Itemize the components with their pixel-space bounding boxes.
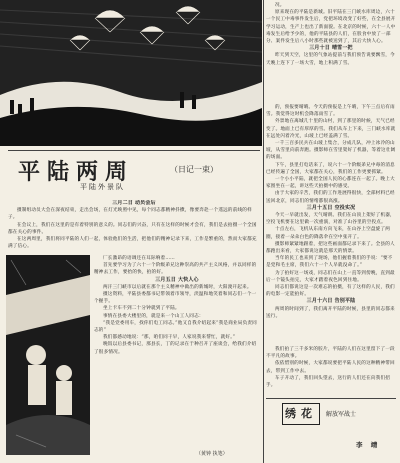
paragraph: 为了拍好这一场戏，同志们在山上一直等到傍晚，直到最后一个镜头拍完，大家才踏着夜色回到住地。 [266, 270, 395, 283]
paragraph: 况。 [275, 3, 285, 8]
paragraph: 我们拍了三千多米的胶片，平陆的人们在这里留下了一段不平凡的故事。 [266, 347, 395, 360]
poem-subtitle: 解放军战士 [326, 411, 357, 418]
paragraph: 同志们都说这是一次难忘的拍摄，有了这样的人民，我们的电影一定能拍好。 [266, 285, 395, 298]
right-column-bottom [266, 346, 396, 396]
section-heading: 三月十六日 告别平陆 [306, 298, 356, 305]
parachute-drop-illustration [0, 0, 262, 146]
paragraph: 一个小小平陆，就把全国人民的心都连在一起了。晚上大家围坐在一起，讲这些天拍摄中的感受。 [266, 177, 395, 190]
poem-seal-title: 绣花 [282, 403, 320, 425]
paragraph: 由于大家的辛苦，我们的工作进展得很快，全部材料已经送回北京，同志们的情绪都很高涨。 [266, 191, 395, 204]
article-credit: （黄钟 执笔） [196, 451, 228, 457]
paragraph: 在这两周里，我们将同平陆的人们一起，体验他们的生活，把他们的精神记录下来，工作是繁重的，然而大家都充满了信心。 [8, 237, 257, 250]
paragraph: 昨天到天空，这里的气象站提前与我们预告说要飘雪，今天晚上连下了一场大雪，地上积满了雪。 [266, 53, 395, 66]
market-scene-illustration [6, 255, 90, 455]
paragraph: 摄影师紧紧地跟着，把这些画面都记录下来了。全县的人都跑出来看，大家都说这就是那天的情景。 [266, 241, 395, 255]
paragraph: 两汗三门峡市以后就在那个主义精神中做出的新城时，大阳渡开起来。 [103, 284, 252, 290]
paragraph: 晚饭以后县委书记，那县长，丁的记录在于种召开了座谈会，给我们介绍了很多情况。 [94, 342, 257, 355]
section-heading: 三月二日 动员会后 [112, 200, 156, 206]
title-divider [8, 150, 260, 151]
paragraph: 首先要学习为了六十一个阶级弟兄这种崇高的共产主义风格，并以同样的精神去工作，要抬的快，拍的好。 [94, 263, 257, 276]
section-heading: 三月十五日 空投实况 [306, 204, 356, 211]
paragraph: 依依惜别的时候，大家都说要把平陆人民的这种精神带回去，带到工作中去。 [266, 361, 395, 374]
left-column-top [8, 200, 260, 254]
paragraph: 我们都感动地说：“那，咱们同干早，人家说我来帮忙，就好。” [103, 335, 236, 341]
article-byline: 平陆外景队 [80, 183, 125, 191]
poem-divider [266, 398, 396, 399]
paragraph: 两周的时间到了，我们离开平陆的时候，县里的同志都来送行。 [266, 306, 395, 319]
paragraph: 当年的民工也来到了现场，他们握着我们的手说：“要不是党和毛主席，我们六十一个人早就没命了。” [266, 256, 393, 269]
paragraph: 今天一早就出发，天气晴朗。我们在山顶上架好了机器，空投飞机要在这里做一次重演，对准了山谷里的空投点。 [266, 213, 395, 226]
article-title-note: （日记一束） [170, 165, 218, 174]
right-column-top [266, 2, 396, 102]
paragraph: 一千三百多民兵在山坡上集合，分成几队，冲上冰冷的山坡，从雪里向前奔跑。摄影师在雪里架好了机器，等着这壮阔的场面。 [266, 141, 396, 161]
paragraph: 坐上卡车不到二十分钟就到了平陆。 [103, 306, 180, 312]
paragraph: “我是党委用车，找你们电工同志。”他又自我介绍起来“我是商业局负责同志的” [94, 320, 257, 334]
paragraph: 外景地在离城几十里的山村，到了那里的时候，天气已经变了。地面上已有厚厚的雪。我们从车上下来，三门峡水库就在远处闪着冷光，山坡上已经盖满了雪。 [266, 119, 396, 139]
paragraph: 的，预报要晴晴。今天的预报是上午晴，下午三点后有雨雪。我觉得这时机会降落雨雪了。 [266, 105, 395, 118]
middle-column [266, 104, 396, 344]
paragraph: 在会议上，我们在这里的是有着特别的意义的。同志们的兴奋，只有在这样的时候才会有，我们是去拍摄一个全国都在关心的事件。 [8, 222, 257, 235]
article-title: 平陆两周 [18, 159, 135, 185]
paragraph: 车子开动了，我们回头望去，送行的人们还在向我们招手。 [266, 375, 391, 389]
parachute-drop-icon [0, 0, 262, 146]
paragraph: 原来现在的平陆是新城。旧平陆在三门峡水库周边，六十一个民工中毒事件发生后，党把环境改变了好些，在全县展开学习运动，生产上也出了新面貌。在北京的时候，六十一人中毒发生后给予少的，他的平陆县的人们，在股食中放了一部分、案件发生后八小时那些就被送到了，其后大快人心。 [266, 10, 396, 45]
market-scene-icon [6, 255, 90, 455]
column-divider [263, 0, 264, 463]
paragraph: 事情在县委大楼里的，就是来一个山工人同志： [103, 313, 204, 319]
paragraph: 下午，县里打电话来了，说六十一个阶级弟兄中毒的消息已经传遍了全国，大家都在关心，我们的工作更要抓紧。 [266, 162, 395, 175]
paragraph: 摄制组动员大会在深夜结束，走出会场，在灯光映照中见，每个同志都精神抖擞，像要奔赴一个遥远的前线的样子。 [8, 208, 252, 221]
left-column-bottom [94, 255, 260, 460]
poem-author: 李 靖 [356, 441, 381, 449]
section-heading: 三月十日 晴雪一把 [309, 45, 353, 52]
paragraph: 十点左右，飞机从东南方向飞来，在山谷上空盘旋了两圈，接着一朵朵白色的降落伞在空中张开了。 [266, 227, 391, 240]
paragraph: 摄这资料，平陆县委都书记带领着市领导，淡温和地笑着和同志们一个一个握手。 [94, 292, 257, 305]
paragraph: 厂长激昂的语调还在耳际响着…… [103, 256, 175, 261]
section-heading: 三月五日 大快人心 [155, 276, 199, 283]
